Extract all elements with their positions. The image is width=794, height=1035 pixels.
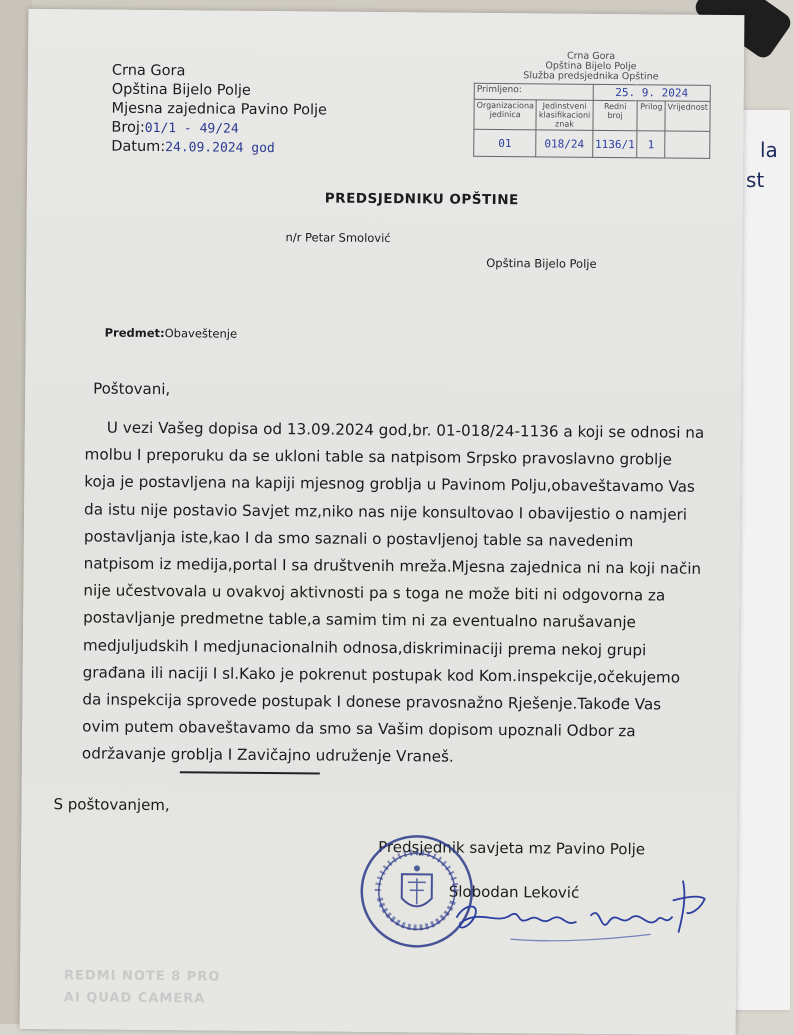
side-paper-scribble: st bbox=[746, 168, 765, 192]
recipient-line: Opština Bijelo Polje bbox=[486, 255, 597, 271]
closing: S poštovanjem, bbox=[53, 795, 170, 815]
letter-header bbox=[111, 62, 327, 159]
side-paper-scribble: la bbox=[760, 138, 778, 162]
number-value: 01/1 - 49/24 bbox=[144, 120, 239, 137]
received-stamp bbox=[473, 51, 708, 159]
date-label: Datum: bbox=[111, 138, 166, 156]
signer-name: Slobodan Leković bbox=[448, 882, 580, 902]
stamp-column-header: Organizaciona jedinica bbox=[474, 99, 537, 130]
stamp-value: 1136/1 bbox=[592, 130, 637, 157]
stamp-received-date: 25. 9. 2024 bbox=[593, 84, 711, 101]
letter-addressee-heading: PREDSJEDNIKU OPŠTINE bbox=[324, 190, 519, 209]
stamp-column-header: Vrijednost bbox=[665, 101, 711, 131]
stamp-value bbox=[665, 131, 711, 158]
stamp-line-3: Služba predsjednika Opštine bbox=[523, 70, 659, 83]
stamp-line-1: Crna Gora bbox=[566, 50, 616, 63]
subject-label: Predmet: bbox=[104, 325, 165, 341]
watermark-line-2: AI QUAD CAMERA bbox=[63, 990, 206, 1007]
stamp-value: 01 bbox=[474, 129, 537, 157]
stamp-table bbox=[473, 83, 711, 159]
attention-line: n/r Petar Smolović bbox=[285, 230, 391, 246]
stamp-received-label: Primljeno: bbox=[474, 83, 593, 100]
watermark-line-1: REDMI NOTE 8 PRO bbox=[63, 968, 221, 985]
date-value: 24.09.2024 god bbox=[165, 140, 275, 157]
header-date bbox=[111, 138, 327, 159]
handwritten-signature bbox=[450, 863, 711, 955]
number-label: Broj: bbox=[111, 119, 145, 136]
letter-page bbox=[20, 9, 745, 1035]
stamp-value: 1 bbox=[637, 131, 665, 158]
stamp-column-header: Jedinstveni klasifikacioni znak bbox=[536, 100, 593, 130]
letter-body: U vezi Vašeg dopisa od 13.09.2024 god,br. 01-018/24-1136 a koji se odnosi na molbu I preporuku da se ukloni table sa natpisom Srpsko pravoslavno groblje koja je postavljena na kapiji mjesnog groblja u Pavinom Polju,obaveštavamo Vas da istu nije postavio Savjet mz,niko nas nije konsultovao I obavijestio o namjeri postavljanja iste,kao I da smo saznali o postavljenoj table sa navedenim natpisom iz medija,portal I sa društvenih mreža.Mjesna zajednica ni na koji način nije učestvovala u ovakvoj aktivnosti pa s toga ne može biti ni odgovorna za postavljanje predmetne table,a samim tim ni za eventualno narušavanje medjuljudskih I medjunacionalnih odnosa,diskriminaciji prema nekoj grupi građana ili naciji I sl.Kako je pokrenut postupak kod Kom.inspekcije,očekujemo da inspekcija sprovede postupak I donese pravosnažno Rješenje.Takođe Vas ovim putem obaveštavamo da smo sa Vašim dopisom upoznali Odbor za održavanje groblja I Zavičajno udruženje Vraneš. bbox=[81, 418, 705, 767]
stamp-column-header: Redni broj bbox=[593, 100, 638, 130]
handwritten-underline bbox=[180, 771, 320, 774]
camera-watermark bbox=[64, 965, 221, 1010]
stamp-column-header: Prilog bbox=[637, 101, 665, 131]
header-community: Mjesna zajednica Pavino Polje bbox=[111, 100, 328, 119]
stamp-line-2: Opština Bijelo Polje bbox=[545, 60, 637, 73]
salutation: Poštovani, bbox=[93, 379, 171, 399]
signer-title: Predsjednik savjeta mz Pavino Polje bbox=[378, 837, 646, 859]
subject-line bbox=[105, 326, 238, 341]
stamp-value: 018/24 bbox=[536, 130, 593, 157]
header-country: Crna Gora bbox=[111, 62, 186, 80]
header-municipality: Opština Bijelo Polje bbox=[111, 81, 251, 99]
header-number bbox=[111, 119, 327, 140]
subject-value: Obaveštenje bbox=[164, 326, 238, 341]
